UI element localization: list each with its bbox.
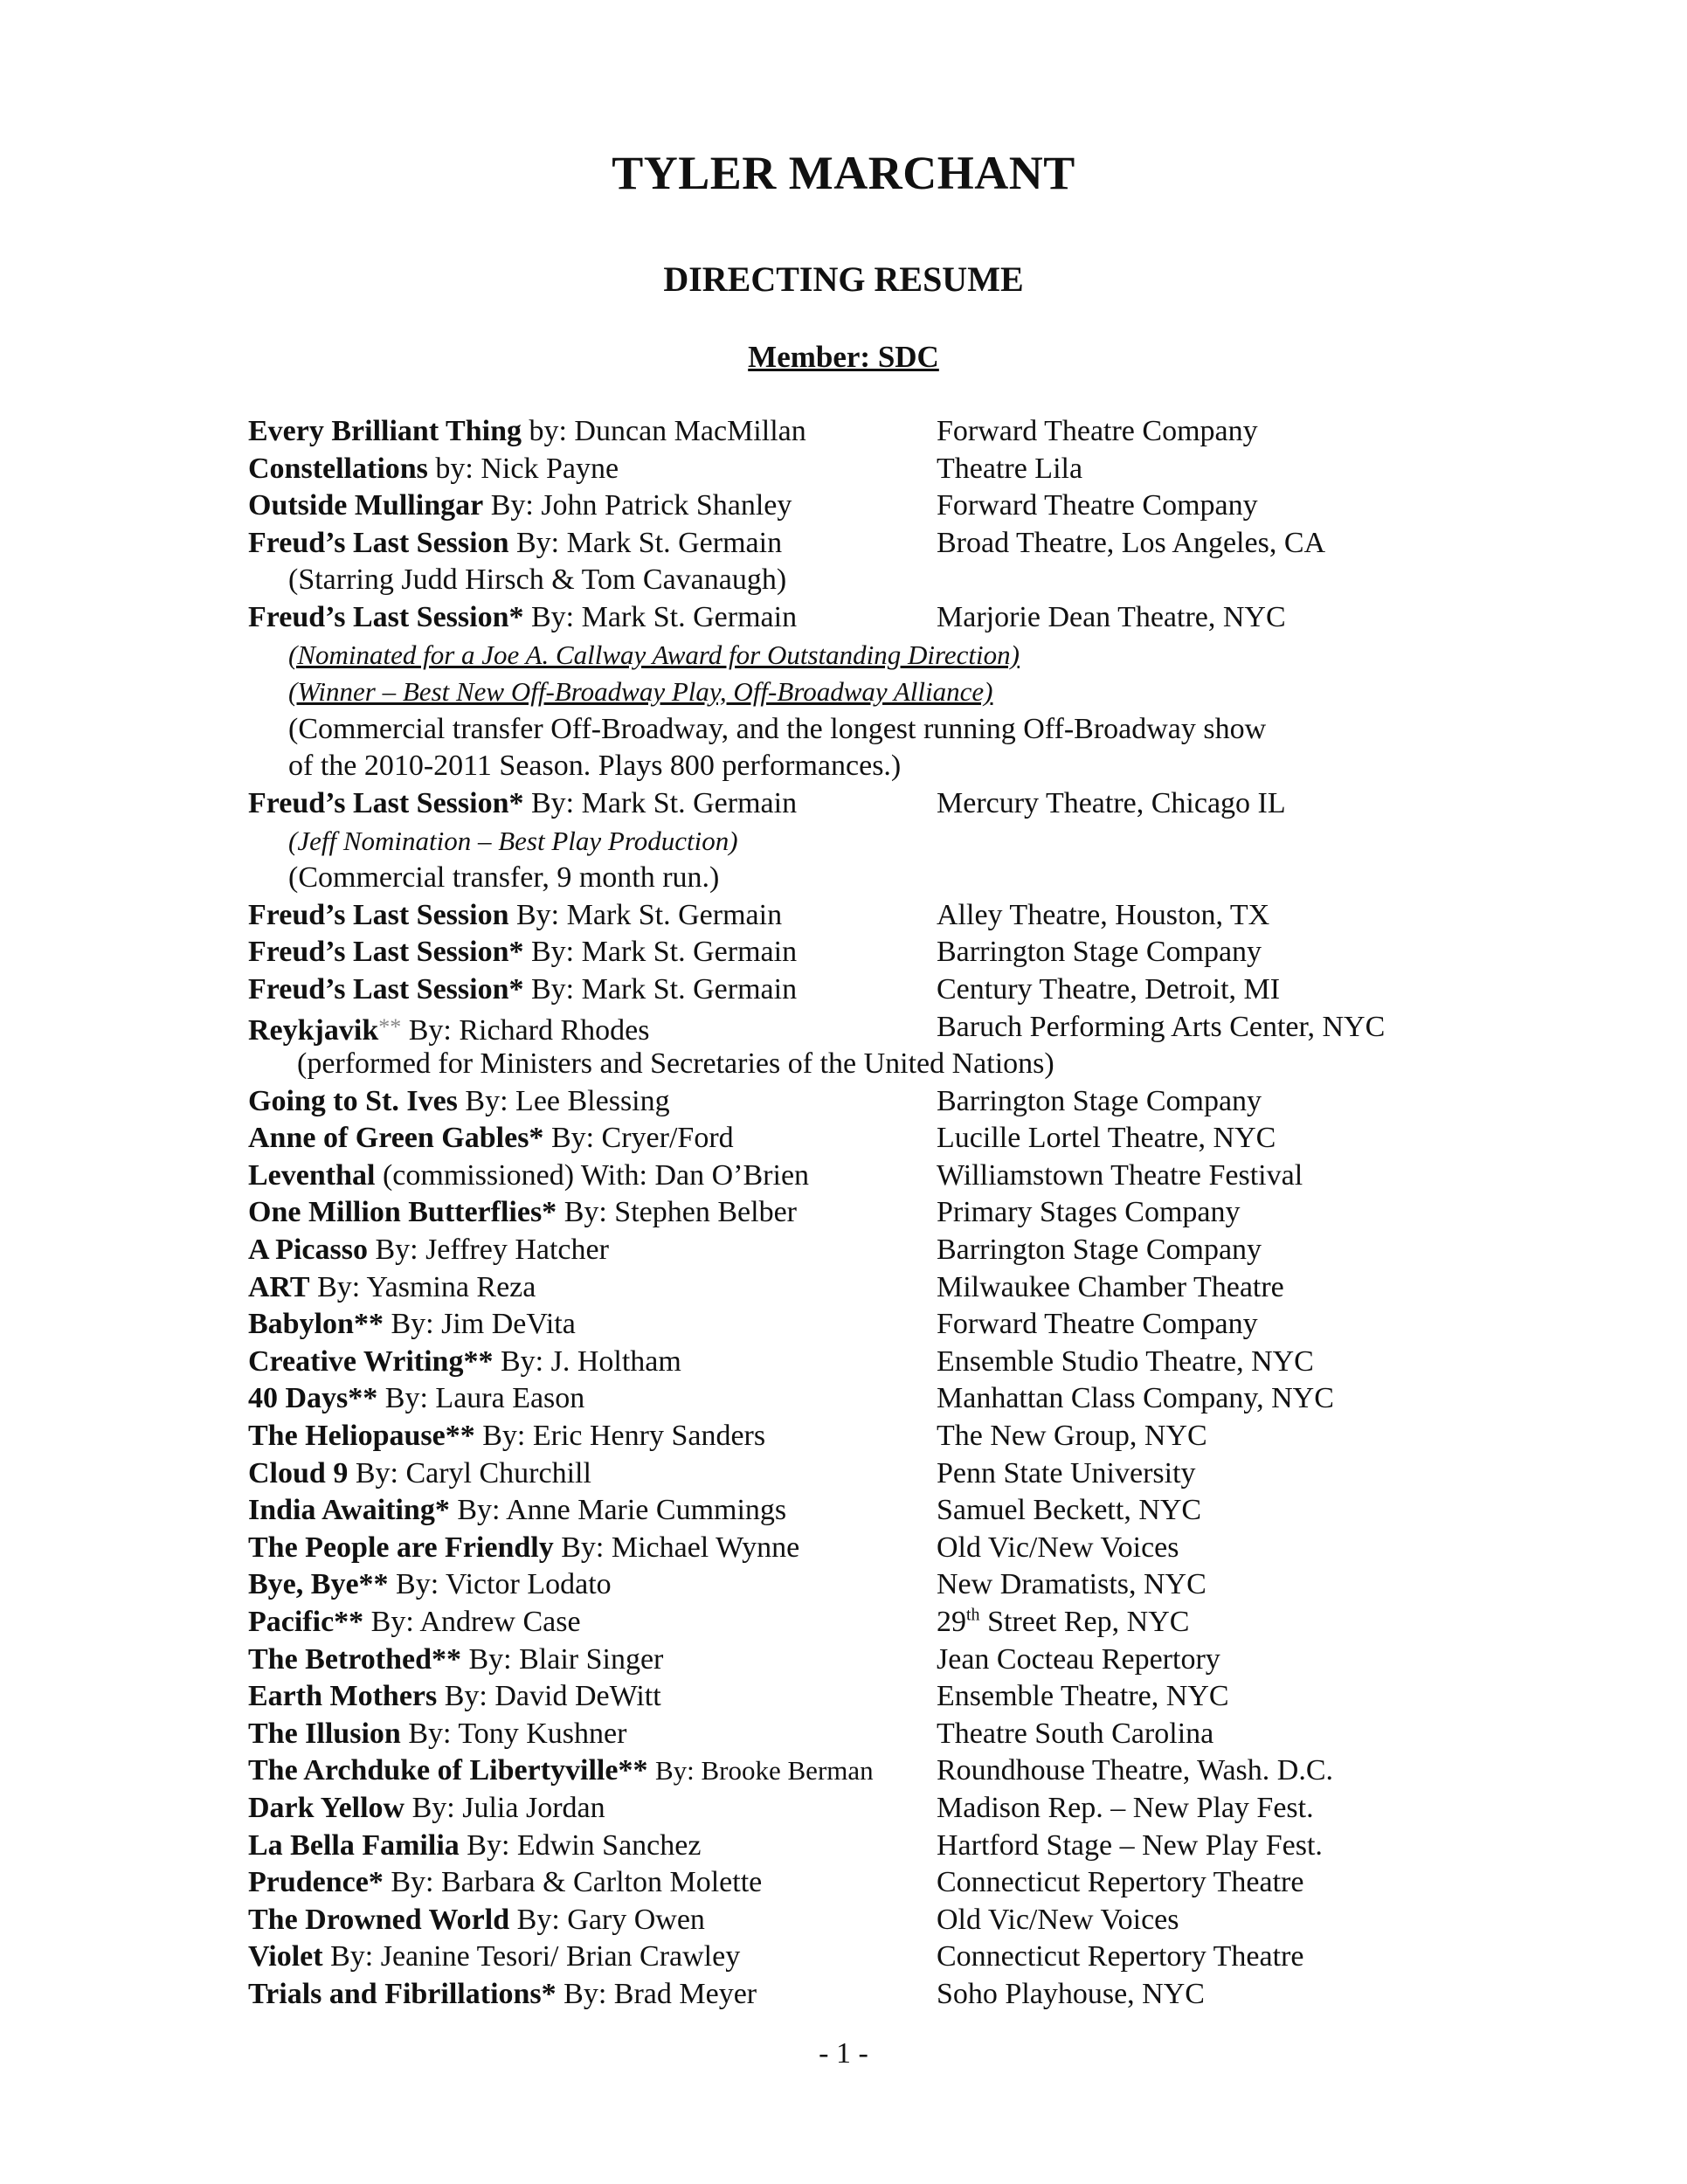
production-credit [248, 1344, 681, 1381]
production-entry [248, 1902, 1611, 1939]
production-title: Freud’s Last Session [248, 898, 509, 931]
production-title: Pacific** [248, 1606, 364, 1638]
production-credit [248, 451, 619, 488]
production-credit [248, 1232, 609, 1269]
production-author: By: Victor Lodato [396, 1568, 612, 1601]
production-author: By: Barbara & Carlton Molette [391, 1866, 763, 1899]
production-entry [248, 1344, 1611, 1381]
production-author: By: Mark St. Germain [531, 972, 798, 1006]
production-title: Bye, Bye** [248, 1568, 389, 1601]
production-entry [248, 1790, 1611, 1828]
production-note: (Jeff Nomination – Best Play Production) [288, 825, 738, 856]
production-entry [248, 1939, 1611, 1976]
production-credit [248, 785, 797, 823]
production-credit [248, 1939, 740, 1976]
production-entry [248, 1158, 1611, 1195]
production-title: Prudence* [248, 1866, 384, 1899]
production-credit [248, 1418, 765, 1455]
production-entry [248, 1716, 1611, 1753]
production-entry [248, 934, 1611, 971]
production-author: By: Brooke Berman [654, 1755, 874, 1787]
production-title: India Awaiting* [248, 1494, 450, 1527]
production-note: (Commercial transfer Off-Broadway, and the longest running Off-Broadway show [288, 712, 1267, 745]
production-author: By: Julia Jordan [411, 1791, 605, 1824]
production-venue: Theatre Lila [937, 452, 1083, 485]
production-title: The Drowned World [248, 1903, 510, 1936]
production-venue: Old Vic/New Voices [937, 1531, 1179, 1564]
production-credit [248, 525, 782, 563]
production-venue: Barrington Stage Company [937, 1234, 1262, 1267]
production-title: Cloud 9 [248, 1456, 349, 1489]
production-venue: Barrington Stage Company [937, 1084, 1262, 1117]
production-author: By: David DeWitt [444, 1680, 661, 1713]
production-author: By: Michael Wynne [561, 1531, 800, 1564]
production-entry [248, 785, 1611, 823]
production-venue: Madison Rep. – New Play Fest. [937, 1791, 1314, 1824]
production-entry [248, 1530, 1611, 1567]
production-credit [248, 1678, 661, 1716]
production-author: (commissioned) With: Dan O’Brien [382, 1158, 810, 1192]
production-credit [248, 1752, 874, 1790]
production-venue: Connecticut Repertory Theatre [937, 1940, 1304, 1973]
production-author: By: Eric Henry Sanders [482, 1420, 766, 1453]
production-author: By: Blair Singer [468, 1642, 664, 1676]
production-title: Freud’s Last Session* [248, 786, 524, 819]
production-credit [248, 1864, 762, 1902]
production-list [248, 413, 1611, 2014]
production-credit [248, 1269, 536, 1307]
production-entry [248, 1976, 1611, 2014]
production-entry [248, 1194, 1611, 1232]
production-title: Every Brilliant Thing [248, 415, 522, 447]
production-entry [248, 1455, 1611, 1493]
production-author: By: Mark St. Germain [531, 600, 798, 633]
production-venue: Jean Cocteau Repertory [937, 1642, 1220, 1676]
production-note: (Nominated for a Joe A. Callway Award for Outstanding Direction) [288, 639, 1020, 670]
production-venue: Soho Playhouse, NYC [937, 1977, 1205, 2010]
production-entry [248, 1828, 1611, 1865]
production-entry [248, 1864, 1611, 1902]
production-author: By: Jim DeVita [391, 1308, 576, 1341]
production-credit [248, 1530, 799, 1567]
production-credit [248, 1083, 670, 1121]
production-author: By: Stephen Belber [563, 1196, 797, 1229]
production-venue: Forward Theatre Company [937, 415, 1258, 447]
venue-ordinal-suffix: th [966, 1605, 980, 1625]
production-venue: Connecticut Repertory Theatre [937, 1866, 1304, 1899]
resume-subtitle: DIRECTING RESUME [663, 259, 1024, 299]
production-venue: Forward Theatre Company [937, 489, 1258, 522]
production-credit [248, 1120, 734, 1158]
production-venue: Century Theatre, Detroit, MI [937, 972, 1281, 1006]
production-venue: Ensemble Theatre, NYC [937, 1680, 1229, 1713]
production-title: The People are Friendly [248, 1531, 554, 1564]
production-note: (performed for Ministers and Secretaries of the United Nations) [297, 1047, 1054, 1081]
production-credit [248, 1455, 591, 1493]
production-title: The Illusion [248, 1717, 401, 1750]
production-author: By: Cryer/Ford [550, 1122, 734, 1155]
production-credit [248, 487, 792, 525]
production-title: A Picasso [248, 1234, 368, 1267]
production-credit [248, 1009, 650, 1050]
production-author: By: Mark St. Germain [516, 526, 783, 559]
production-author: By: Brad Meyer [563, 1977, 757, 2010]
premiere-marker: ** [378, 1013, 402, 1040]
production-venue: Penn State University [937, 1456, 1196, 1489]
production-credit [248, 1641, 663, 1679]
production-title: 40 Days** [248, 1382, 378, 1415]
membership-text: Member: SDC [748, 340, 939, 374]
production-author: By: J. Holtham [500, 1344, 681, 1378]
production-author: By: Mark St. Germain [531, 786, 798, 819]
production-credit [248, 1306, 576, 1344]
production-author: by: Duncan MacMillan [529, 415, 806, 447]
production-venue: Broad Theatre, Los Angeles, CA [937, 526, 1326, 559]
production-credit [248, 1604, 581, 1641]
production-note: (Starring Judd Hirsch & Tom Cavanaugh) [288, 563, 787, 597]
production-title: Anne of Green Gables* [248, 1122, 544, 1155]
production-venue: Roundhouse Theatre, Wash. D.C. [937, 1754, 1334, 1787]
production-venue: Theatre South Carolina [937, 1717, 1214, 1750]
production-credit [248, 934, 797, 971]
production-entry [248, 1269, 1611, 1307]
production-author: By: Mark St. Germain [516, 898, 783, 931]
production-author: By: Edwin Sanchez [467, 1828, 702, 1862]
production-entry [248, 1566, 1611, 1604]
production-credit [248, 1492, 786, 1530]
production-note: of the 2010-2011 Season. Plays 800 performances.) [288, 750, 902, 783]
production-entry [248, 1380, 1611, 1418]
production-title: Freud’s Last Session* [248, 936, 524, 969]
production-entry [248, 1232, 1611, 1269]
production-venue: Primary Stages Company [937, 1196, 1241, 1229]
production-credit [248, 1790, 605, 1828]
production-author: By: Yasmina Reza [317, 1270, 536, 1303]
production-author: By: Anne Marie Cummings [457, 1494, 787, 1527]
production-venue: Baruch Performing Arts Center, NYC [937, 1010, 1386, 1043]
production-title: Violet [248, 1940, 323, 1973]
production-title: Going to St. Ives [248, 1084, 458, 1117]
production-credit [248, 1828, 701, 1865]
production-title: The Betrothed** [248, 1642, 461, 1676]
production-entry [248, 971, 1611, 1009]
page-number: - 1 - [819, 2037, 868, 2070]
production-credit [248, 1194, 797, 1232]
production-venue: Ensemble Studio Theatre, NYC [937, 1344, 1314, 1378]
production-venue: Mercury Theatre, Chicago IL [937, 786, 1286, 819]
production-venue [937, 1604, 1189, 1641]
production-entry [248, 1418, 1611, 1455]
production-title: La Bella Familia [248, 1828, 460, 1862]
production-venue: Lucille Lortel Theatre, NYC [937, 1122, 1276, 1155]
production-venue: Barrington Stage Company [937, 936, 1262, 969]
production-title: Dark Yellow [248, 1791, 405, 1824]
production-entry [248, 1083, 1611, 1121]
production-author: By: Tony Kushner [408, 1717, 627, 1750]
production-entry [248, 451, 1611, 488]
production-author: By: Laura Eason [384, 1382, 585, 1415]
production-entry [248, 1120, 1611, 1158]
production-entry [248, 1604, 1611, 1641]
production-entry [248, 1009, 1611, 1047]
production-credit [248, 971, 797, 1009]
membership-line [0, 339, 1687, 376]
production-venue: Alley Theatre, Houston, TX [937, 898, 1270, 931]
production-note: (Commercial transfer, 9 month run.) [288, 861, 720, 895]
production-credit [248, 1566, 612, 1604]
production-title: Babylon** [248, 1308, 384, 1341]
production-venue: Hartford Stage – New Play Fest. [937, 1828, 1323, 1862]
production-title: The Heliopause** [248, 1420, 475, 1453]
production-title: Freud’s Last Session* [248, 972, 524, 1006]
production-title: Creative Writing** [248, 1344, 494, 1378]
production-venue: Forward Theatre Company [937, 1308, 1258, 1341]
production-entry [248, 487, 1611, 525]
production-author: By: Jeanine Tesori/ Brian Crawley [330, 1940, 741, 1973]
production-author: By: Gary Owen [516, 1903, 705, 1936]
production-credit [248, 897, 782, 935]
production-entry [248, 413, 1611, 451]
production-title: Outside Mullingar [248, 489, 484, 522]
production-author: by: Nick Payne [435, 452, 619, 485]
resume-name: TYLER MARCHANT [612, 147, 1075, 199]
production-entry [248, 1306, 1611, 1344]
production-credit [248, 1902, 705, 1939]
production-entry [248, 897, 1611, 935]
production-title: Freud’s Last Session* [248, 600, 524, 633]
production-author: By: Andrew Case [370, 1606, 581, 1638]
production-entry [248, 1641, 1611, 1679]
production-credit [248, 1976, 757, 2014]
production-title: ART [248, 1270, 310, 1303]
production-venue: Samuel Beckett, NYC [937, 1494, 1202, 1527]
production-title: The Archduke of Libertyville** [248, 1754, 648, 1787]
production-credit [248, 1380, 584, 1418]
production-author: By: Mark St. Germain [531, 936, 798, 969]
production-entry [248, 1678, 1611, 1716]
production-author: By: Caryl Churchill [355, 1456, 591, 1489]
production-venue: Manhattan Class Company, NYC [937, 1382, 1334, 1415]
production-title: Leventhal [248, 1158, 376, 1192]
production-entry [248, 1492, 1611, 1530]
production-note: (Winner – Best New Off-Broadway Play, Off-Broadway Alliance) [288, 676, 993, 708]
production-title: Earth Mothers [248, 1680, 438, 1713]
production-venue: Old Vic/New Voices [937, 1903, 1179, 1936]
production-venue: Williamstown Theatre Festival [937, 1158, 1303, 1192]
production-author: By: Richard Rhodes [408, 1013, 650, 1047]
production-title: Constellations [248, 452, 428, 485]
production-author: By: Lee Blessing [465, 1084, 670, 1117]
venue-street-number: 29 [937, 1606, 966, 1638]
production-venue: Milwaukee Chamber Theatre [937, 1270, 1284, 1303]
production-credit [248, 1716, 626, 1753]
production-credit [248, 1158, 809, 1195]
production-author: By: John Patrick Shanley [490, 489, 792, 522]
production-author: By: Jeffrey Hatcher [375, 1234, 609, 1267]
venue-name: Street Rep, NYC [979, 1606, 1190, 1638]
production-credit [248, 413, 806, 451]
production-title: One Million Butterflies* [248, 1196, 557, 1229]
production-entry [248, 1752, 1611, 1790]
production-entry [248, 599, 1611, 637]
production-venue: The New Group, NYC [937, 1420, 1207, 1453]
production-title: Reykjavik [248, 1013, 379, 1047]
production-venue: New Dramatists, NYC [937, 1568, 1206, 1601]
production-venue: Marjorie Dean Theatre, NYC [937, 600, 1286, 633]
production-credit [248, 599, 797, 637]
production-title: Trials and Fibrillations* [248, 1977, 557, 2010]
production-entry [248, 525, 1611, 563]
production-title: Freud’s Last Session [248, 526, 509, 559]
